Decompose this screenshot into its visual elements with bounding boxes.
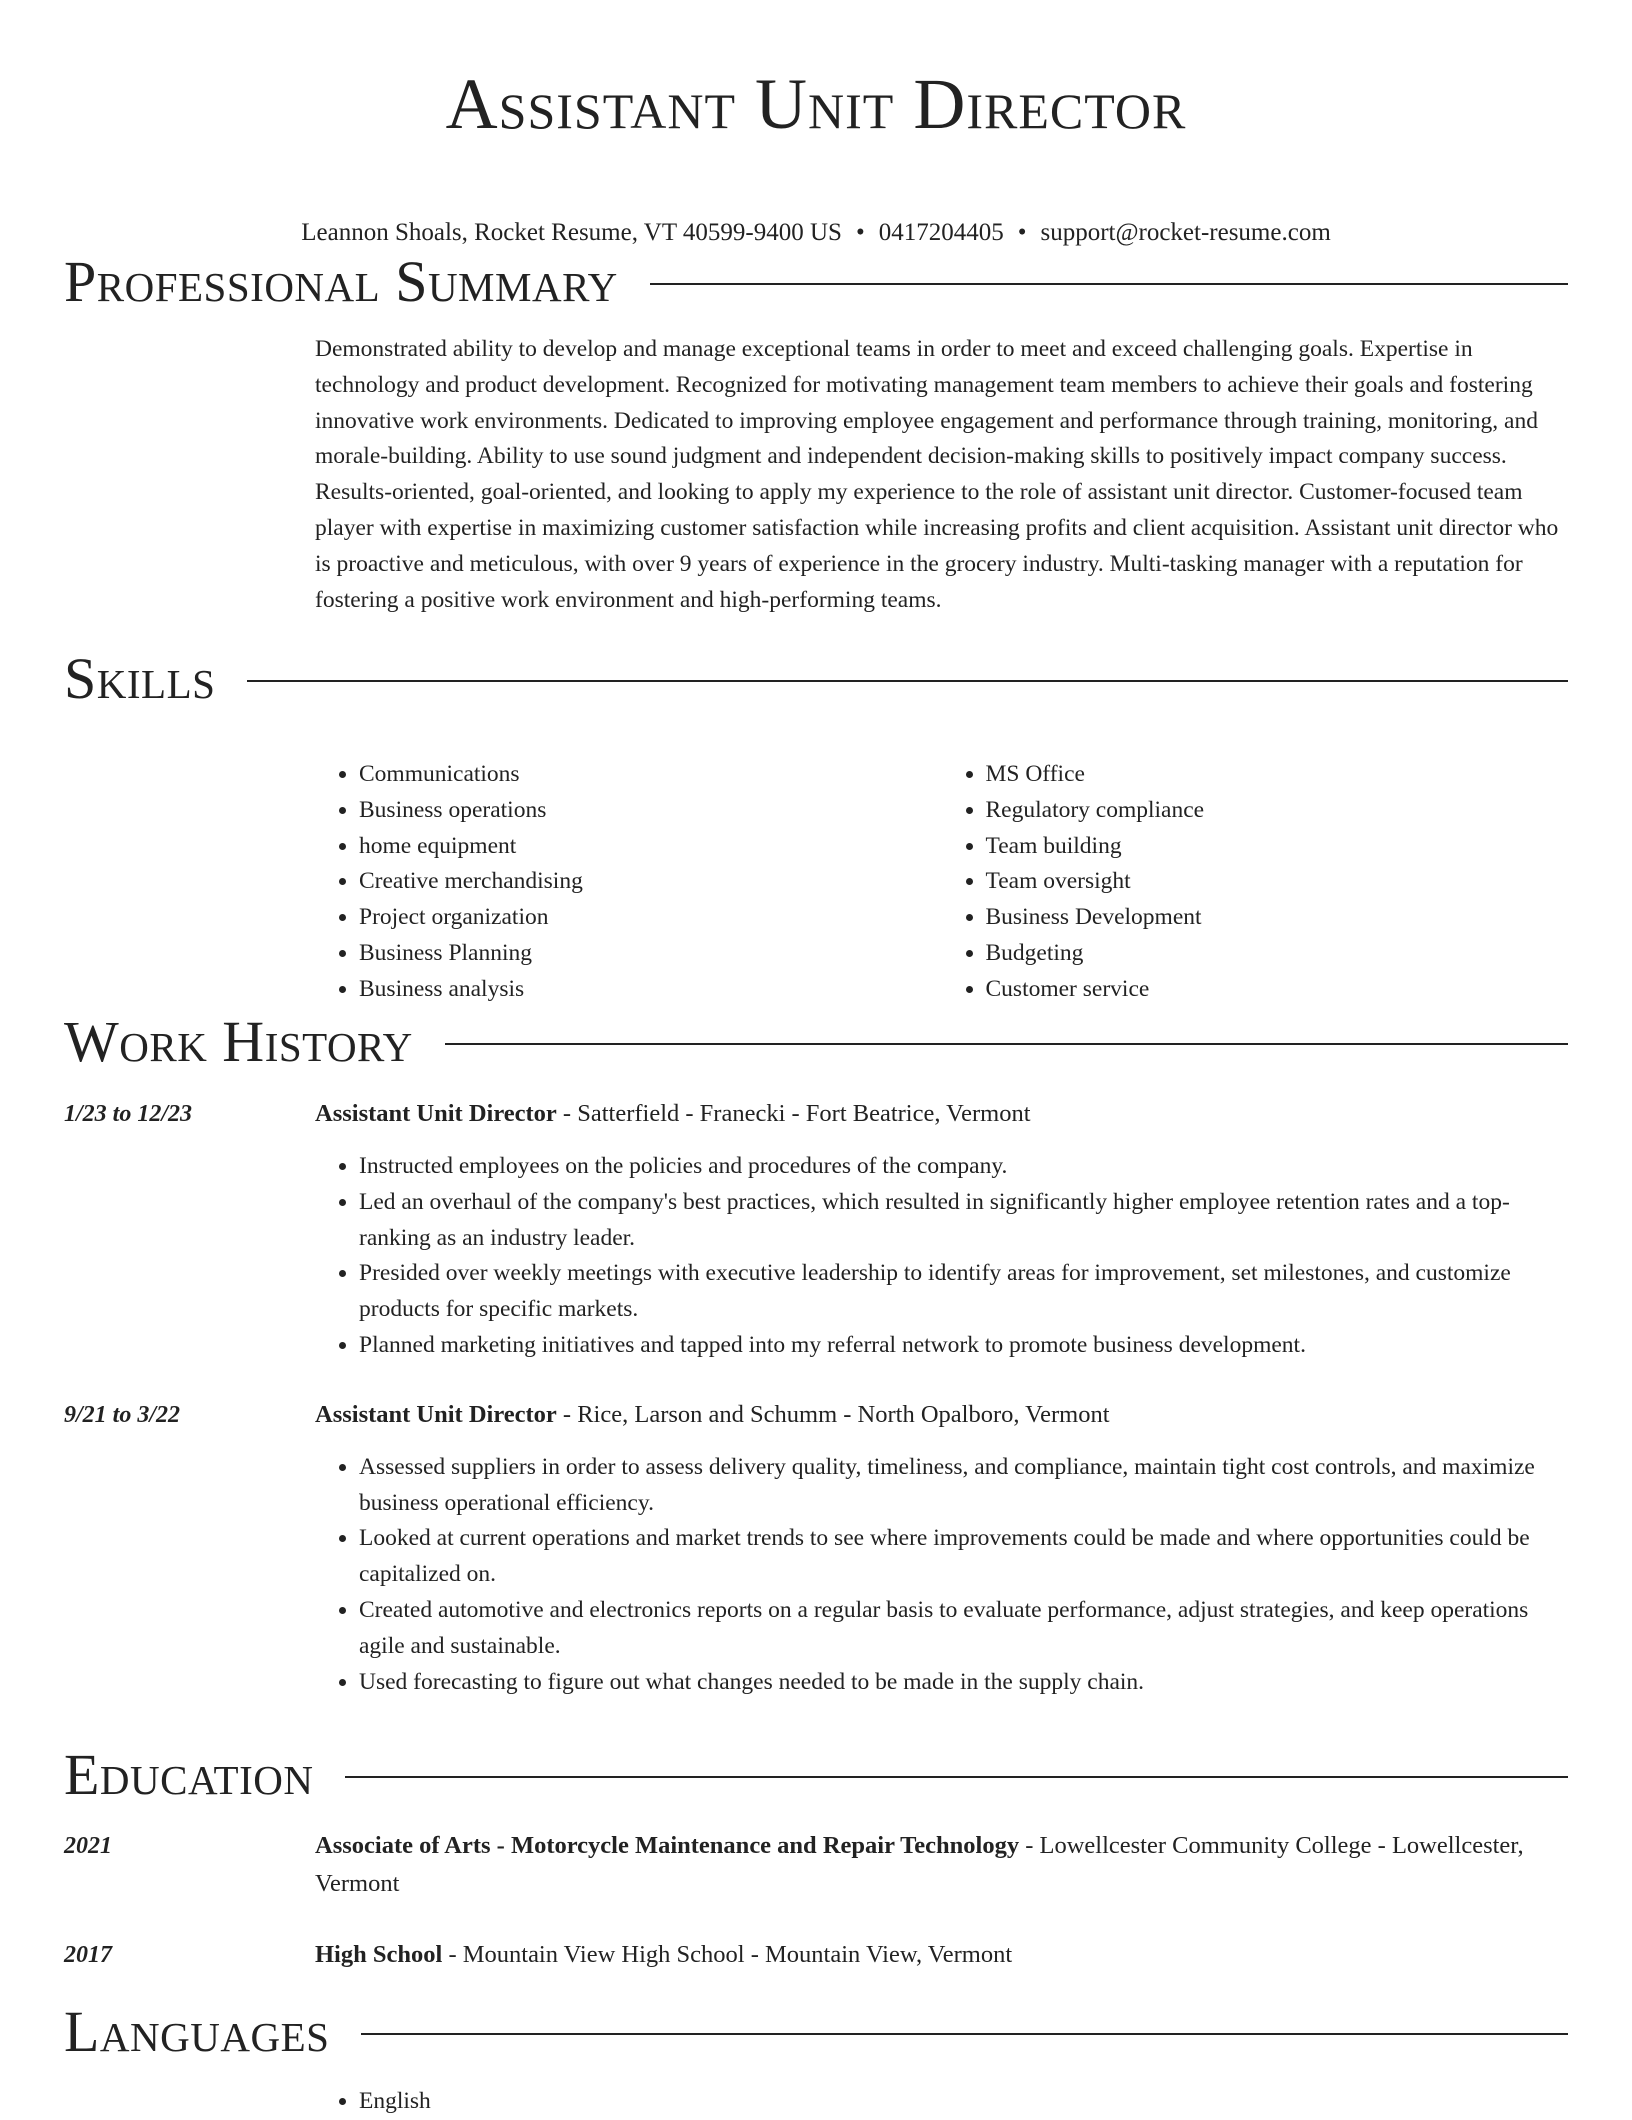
contact-separator: • <box>1017 219 1027 246</box>
contact-separator: • <box>855 219 865 246</box>
skill-item: • Creative merchandising <box>359 864 942 900</box>
work-heading: Work History <box>64 1009 413 1074</box>
contact-phone: 0417204405 <box>878 219 1004 246</box>
job-info <box>315 1396 1568 1434</box>
education-year: 2021 <box>64 1833 112 1859</box>
job-entry <box>64 1396 1568 1701</box>
skill-item: • Regulatory compliance <box>986 793 1569 829</box>
summary-heading: Professional Summary <box>64 249 618 314</box>
skill-item: • MS Office <box>986 757 1569 793</box>
job-title: Assistant Unit Director <box>315 1100 557 1127</box>
skills-heading-row <box>64 647 1568 711</box>
job-header <box>64 1095 1568 1133</box>
job-info <box>315 1095 1568 1133</box>
job-bullets <box>315 1149 1568 1364</box>
skill-item: • Business operations <box>359 793 942 829</box>
education-heading-row <box>64 1743 1568 1807</box>
job-bullet: • Planned marketing initiatives and tapped into my referral network to promote business development. <box>359 1328 1568 1364</box>
skill-item: • Communications <box>359 757 942 793</box>
contact-email: support@rocket-resume.com <box>1040 219 1331 246</box>
summary-text: Demonstrated ability to develop and manage exceptional teams in order to meet and exceed challenging goals. Expertise in technology and product development. Recognized for motivating management team members to achieve their goals and fostering innovative work environments. Dedicated to improving employee engagement and performance through training, monitoring, and morale-building. Ability to use sound judgment and independent decision-making skills to positively impact company success. Results-oriented, goal-oriented, and looking to apply my experience to the role of assistant unit director. Customer-focused team player with expertise in maximizing customer satisfaction while increasing profits and client acquisition. Assistant unit director who is proactive and meticulous, with over 9 years of experience in the grocery industry. Multi-tasking manager with a reputation for fostering a positive work environment and high-performing teams. <box>315 336 1559 613</box>
languages-section <box>64 2000 1568 2120</box>
skill-item: • Budgeting <box>986 936 1569 972</box>
education-entry <box>64 1827 1568 1903</box>
section-divider <box>247 680 1568 682</box>
job-entry <box>64 1095 1568 1364</box>
section-divider <box>445 1043 1568 1045</box>
job-bullets <box>315 1450 1568 1701</box>
skill-item: • Business analysis <box>359 972 942 1008</box>
job-title: Assistant Unit Director <box>315 1400 557 1428</box>
languages-heading-row <box>64 2000 1568 2064</box>
job-employer: - Satterfield - Franecki - Fort Beatrice, Vermont <box>556 1100 1031 1127</box>
work-section <box>64 1010 1568 1700</box>
job-employer: - Rice, Larson and Schumm - North Opalboro, Vermont <box>556 1400 1110 1428</box>
skill-item: • Customer service <box>986 972 1569 1008</box>
resume-title: Assistant Unit Director <box>445 64 1187 144</box>
skill-item: • Project organization <box>359 900 942 936</box>
skill-item: • Business Planning <box>359 936 942 972</box>
contact-address: Leannon Shoals, Rocket Resume, VT 40599-9400 US <box>301 219 842 246</box>
education-degree: High School <box>315 1941 443 1968</box>
summary-heading-row <box>64 250 1568 314</box>
education-info <box>315 1827 1568 1903</box>
section-divider <box>650 283 1568 285</box>
education-school: - Lowellcester Community College - Lowellcester, Vermont <box>315 1832 1524 1897</box>
job-bullet: • Looked at current operations and market trends to see where improvements could be made and where opportunities could be capitalized on. <box>359 1521 1568 1593</box>
skills-heading: Skills <box>64 646 216 711</box>
education-school: - Mountain View High School - Mountain View, Vermont <box>442 1941 1013 1968</box>
language-item: • English <box>359 2084 1568 2120</box>
work-heading-row <box>64 1010 1568 1074</box>
job-dates: 9/21 to 3/22 <box>64 1401 181 1428</box>
education-info <box>315 1936 1568 1974</box>
job-bullet: • Assessed suppliers in order to assess delivery quality, timeliness, and compliance, maintain tight cost controls, and maximize business operational efficiency. <box>359 1450 1568 1522</box>
job-dates: 1/23 to 12/23 <box>64 1101 193 1127</box>
skills-section <box>64 647 1568 1008</box>
job-bullet: • Instructed employees on the policies and procedures of the company. <box>359 1149 1568 1185</box>
skills-columns <box>315 757 1568 1008</box>
summary-section <box>64 250 1568 618</box>
section-divider <box>345 1776 1568 1778</box>
skill-item: • Team building <box>986 829 1569 865</box>
skill-item: • home equipment <box>359 829 942 865</box>
education-heading: Education <box>64 1742 314 1807</box>
skills-list-right <box>942 757 1569 1008</box>
contact-line <box>0 218 1632 248</box>
skill-item: • Team oversight <box>986 864 1569 900</box>
skill-item: • Business Development <box>986 900 1569 936</box>
section-divider <box>361 2033 1568 2035</box>
education-section <box>64 1743 1568 1974</box>
education-degree: Associate of Arts - Motorcycle Maintenance and Repair Technology <box>315 1832 1020 1859</box>
job-bullet: • Presided over weekly meetings with executive leadership to identify areas for improvement, set milestones, and customize products for specific markets. <box>359 1256 1568 1328</box>
languages-list <box>315 2084 1568 2120</box>
job-bullet: • Led an overhaul of the company's best practices, which resulted in significantly higher employee retention rates and a top-ranking as an industry leader. <box>359 1185 1568 1257</box>
job-bullet: • Used forecasting to figure out what changes needed to be made in the supply chain. <box>359 1665 1568 1701</box>
job-bullet: • Created automotive and electronics reports on a regular basis to evaluate performance, adjust strategies, and keep operations agile and sustainable. <box>359 1593 1568 1665</box>
job-header <box>64 1396 1568 1434</box>
education-year: 2017 <box>64 1942 112 1968</box>
languages-heading: Languages <box>64 1999 330 2064</box>
education-entry <box>64 1936 1568 1974</box>
skills-list-left <box>315 757 942 1008</box>
